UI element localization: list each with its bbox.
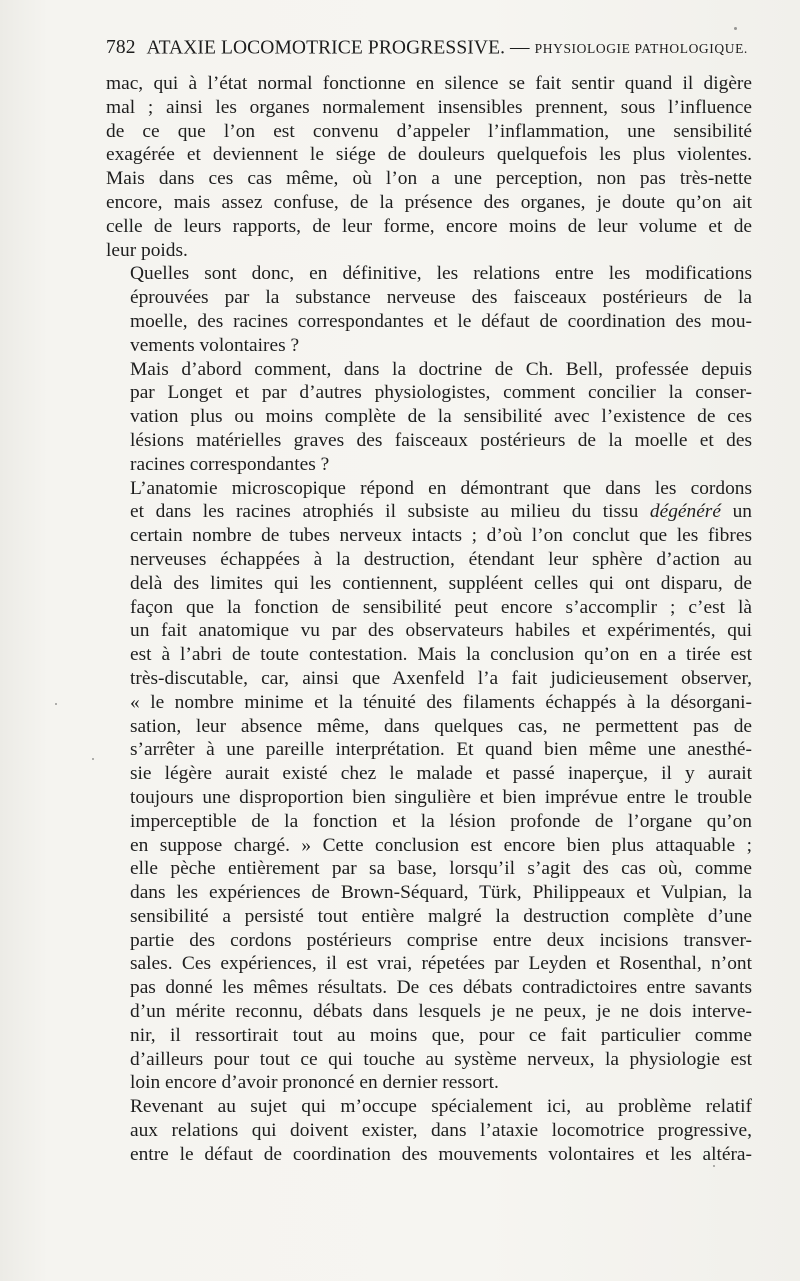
scan-speck — [92, 758, 94, 760]
page-number: 782 — [106, 37, 136, 58]
text-line: toujours une disproportion bien singulière et bien imprévue entre le trouble — [130, 786, 752, 808]
text-line: lésions matérielles graves des faisceaux postérieurs de la moelle et des — [130, 429, 752, 451]
text-line: sensibilité a persisté tout entière malgré la destruction complète d’une — [130, 905, 752, 927]
text-line: imperceptible de la fonction et la lésion profonde de l’organe qu’on — [130, 810, 752, 832]
text-line: encore, mais assez confuse, de la présence des organes, je doute qu’on ait — [106, 191, 752, 213]
text-line: certain nombre de tubes nerveux intacts ; d’où l’on conclut que les fibres — [130, 525, 752, 547]
scan-speck — [713, 1165, 715, 1167]
text-line: par Longet et par d’autres physiologistes, comment concilier la conser- — [130, 382, 752, 404]
paragraph — [106, 1095, 752, 1166]
text-line: moelle, des racines correspondantes et le défaut de coordination des mou- — [130, 310, 752, 332]
text-line: mal ; ainsi les organes normalement insensibles prennent, sous l’influence — [106, 96, 752, 118]
text-line: Revenant au sujet qui m’occupe spécialement ici, au problème relatif — [130, 1096, 752, 1118]
scan-speck — [734, 27, 737, 30]
text-line: éprouvées par la substance nerveuse des faisceaux postérieurs de la — [130, 287, 752, 309]
text-line: pas donné les mêmes résultats. De ces débats contradictoires entre savants — [130, 977, 752, 999]
text-line: nir, il ressortirait tout au moins que, pour ce fait particulier comme — [130, 1024, 752, 1046]
text-line: façon que la fonction de sensibilité peut encore s’accomplir ; c’est là — [130, 596, 752, 618]
text-line: Quelles sont donc, en définitive, les relations entre les modifications — [130, 263, 752, 285]
text-line: et dans les racines atrophiés il subsiste au milieu du tissu dégénéré un — [130, 501, 752, 523]
text-line: delà des limites qui les contiennent, suppléent celles qui ont disparu, de — [130, 572, 752, 594]
text-line: nerveuses échappées à la destruction, étendant leur sphère d’action au — [130, 548, 752, 570]
text-line: de ce que l’on est convenu d’appeler l’inflammation, une sensibilité — [106, 120, 752, 142]
paragraph — [106, 262, 752, 357]
paragraph — [106, 477, 752, 1096]
text-line: « le nombre minime et la ténuité des filaments échappés à la désorgani- — [130, 691, 752, 713]
body-text — [106, 72, 752, 1167]
text-line: d’un mérite reconnu, débats dans lesquels je ne peux, je ne dois interve- — [130, 1001, 752, 1023]
text-line: en suppose chargé. » Cette conclusion est encore bien plus attaquable ; — [130, 834, 752, 856]
text-line: un fait anatomique vu par des observateurs habiles et expérimentés, qui — [130, 620, 752, 642]
text-line: dans les expériences de Brown-Séquard, Türk, Philippeaux et Vulpian, la — [130, 882, 752, 904]
text-line: Mais dans ces cas même, où l’on a une perception, non pas très-nette — [106, 168, 752, 190]
text-line: vation plus ou moins complète de la sensibilité avec l’existence de ces — [130, 406, 752, 428]
text-line: L’anatomie microscopique répond en démontrant que dans les cordons — [130, 477, 752, 499]
running-header — [106, 36, 746, 61]
text-line: elle pèche entièrement par sa base, lorsqu’il s’agit des cas où, comme — [130, 858, 752, 880]
text-line: sation, leur absence même, dans quelques cas, ne permettent pas de — [130, 715, 752, 737]
header-dash: — — [510, 37, 530, 58]
text-line: d’ailleurs pour tout ce qui touche au système nerveux, la physiologie est — [130, 1048, 752, 1070]
text-line: sie légère aurait existé chez le malade et passé inaperçue, il y aurait — [130, 763, 752, 785]
paragraph — [106, 72, 752, 262]
text-line: racines correspondantes ? — [130, 453, 330, 475]
text-line: entre le défaut de coordination des mouvements volontaires et les altéra- — [130, 1143, 752, 1165]
italic-word: dégénéré — [649, 501, 721, 523]
text-line: leur poids. — [106, 239, 188, 261]
text-line: s’arrêter à une pareille interprétation. Et quand bien même une anesthé- — [130, 739, 752, 761]
paragraph — [106, 358, 752, 477]
text-line: vements volontaires ? — [130, 334, 300, 356]
scan-speck — [55, 703, 57, 705]
text-line: celle de leurs rapports, de leur forme, encore moins de leur volume et de — [106, 215, 752, 237]
text-line: aux relations qui doivent exister, dans l’ataxie locomotrice progressive, — [130, 1120, 752, 1142]
text-line: loin encore d’avoir prononcé en dernier ressort. — [130, 1072, 499, 1094]
text-line: partie des cordons postérieurs comprise entre deux incisions transver- — [130, 929, 752, 951]
text-line: très-discutable, car, ainsi que Axenfeld l’a fait judicieusement observer, — [130, 667, 752, 689]
text-line: exagérée et deviennent le siége de douleurs quelquefois les plus violentes. — [106, 144, 752, 166]
text-line: est à l’abri de toute contestation. Mais la conclusion qu’on en a tirée est — [130, 644, 752, 666]
text-line: mac, qui à l’état normal fonctionne en silence se fait sentir quand il digère — [106, 73, 752, 94]
text-line: sales. Ces expériences, il est vrai, répetées par Leyden et Rosenthal, n’ont — [130, 953, 752, 975]
running-title: ATAXIE LOCOMOTRICE PROGRESSIVE. — [146, 36, 506, 59]
running-subtitle: PHYSIOLOGIE PATHOLOGIQUE. — [534, 41, 748, 56]
text-line: Mais d’abord comment, dans la doctrine de Ch. Bell, professée depuis — [130, 358, 752, 380]
